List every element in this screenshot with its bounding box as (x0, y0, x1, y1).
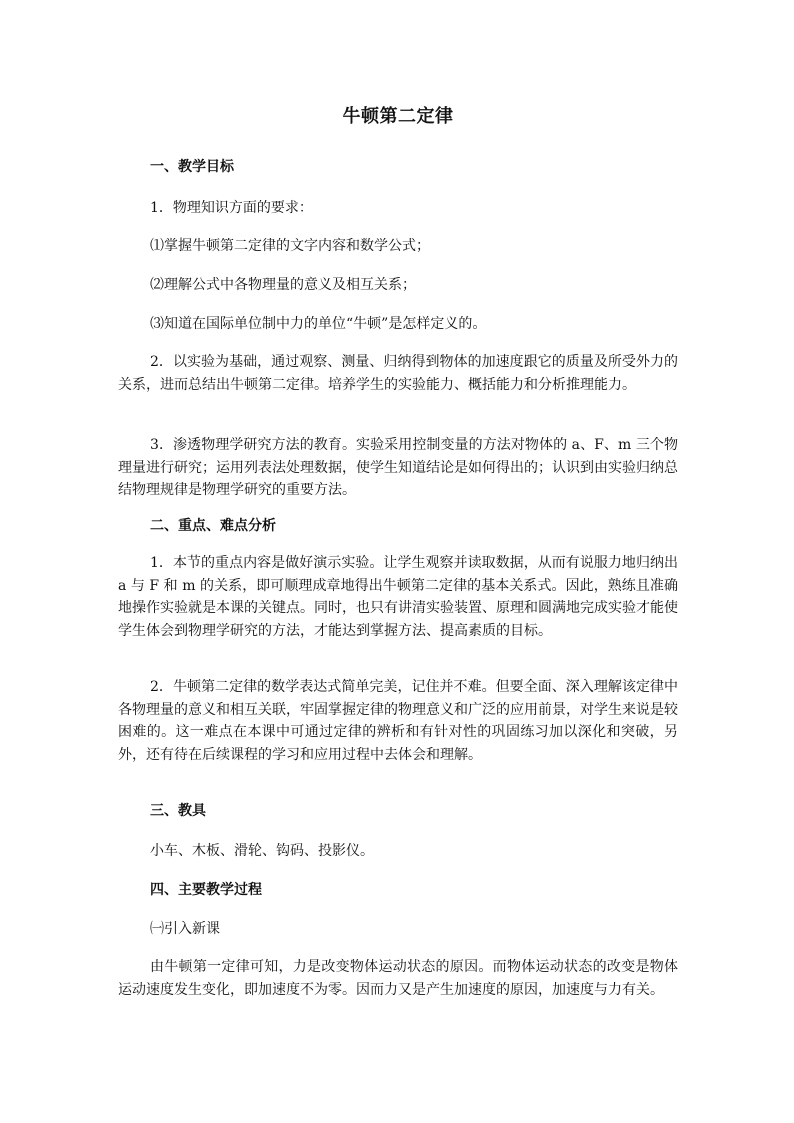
document-title: 牛顿第二定律 (342, 106, 454, 127)
objective-item-3: 3．渗透物理学研究方法的教育。实验采用控制变量的方法对物体的 a、F、m 三个物理量进行研究；运用列表法处理数据，使学生知道结论是如何得出的；认识到由实验归纳总结物理规律是物理学研究的重要方法。 (118, 437, 678, 498)
objective-sub-3: ⑶知道在国际单位制中力的单位“牛顿”是怎样定义的。 (150, 316, 487, 332)
section-heading-objectives: 一、教学目标 (150, 159, 234, 175)
key-point-item-1: 1．本节的重点内容是做好演示实验。让学生观察并读取数据，从而有说服力地归纳出 a 与 F 和 m 的关系，即可顺理成章地得出牛顿第二定律的基本关系式。因此，熟练且准确地操作实验就是本课的关键点。同时，也只有讲清实验装置、原理和圆满地完成实验才能使学生体会到物理学研究的方法，才能达到掌握方法、提高素质的目标。 (118, 555, 678, 639)
objective-item-1: 1．物理知识方面的要求： (150, 200, 313, 216)
objective-sub-1: ⑴掌握牛顿第二定律的文字内容和数学公式； (150, 238, 430, 254)
section-heading-process: 四、主要教学过程 (150, 882, 262, 898)
process-subheading-1: ㈠引入新课 (150, 921, 220, 937)
process-paragraph-1: 由牛顿第一定律可知，力是改变物体运动状态的原因。而物体运动状态的改变是物体运动速度发生变化，即加速度不为零。因而力又是产生加速度的原因，加速度与力有关。 (118, 959, 678, 998)
objective-sub-2: ⑵理解公式中各物理量的意义及相互关系； (150, 277, 416, 293)
section-heading-equipment: 三、教具 (150, 803, 206, 819)
key-point-item-2: 2．牛顿第二定律的数学表达式简单完美，记住并不难。但要全面、深入理解该定律中各物理量的意义和相互关联，牢固掌握定律的物理意义和广泛的应用前景，对学生来说是较困难的。这一难点在本课中可通过定律的辨析和有针对性的巩固练习加以深化和突破，另外，还有待在后续课程的学习和应用过程中去体会和理解。 (118, 679, 678, 763)
equipment-list: 小车、木板、滑轮、钩码、投影仪。 (150, 843, 374, 859)
objective-item-2: 2．以实验为基础，通过观察、测量、归纳得到物体的加速度跟它的质量及所受外力的关系，进而总结出牛顿第二定律。培养学生的实验能力、概括能力和分析推理能力。 (118, 354, 678, 393)
section-heading-key-points: 二、重点、难点分析 (150, 518, 276, 534)
